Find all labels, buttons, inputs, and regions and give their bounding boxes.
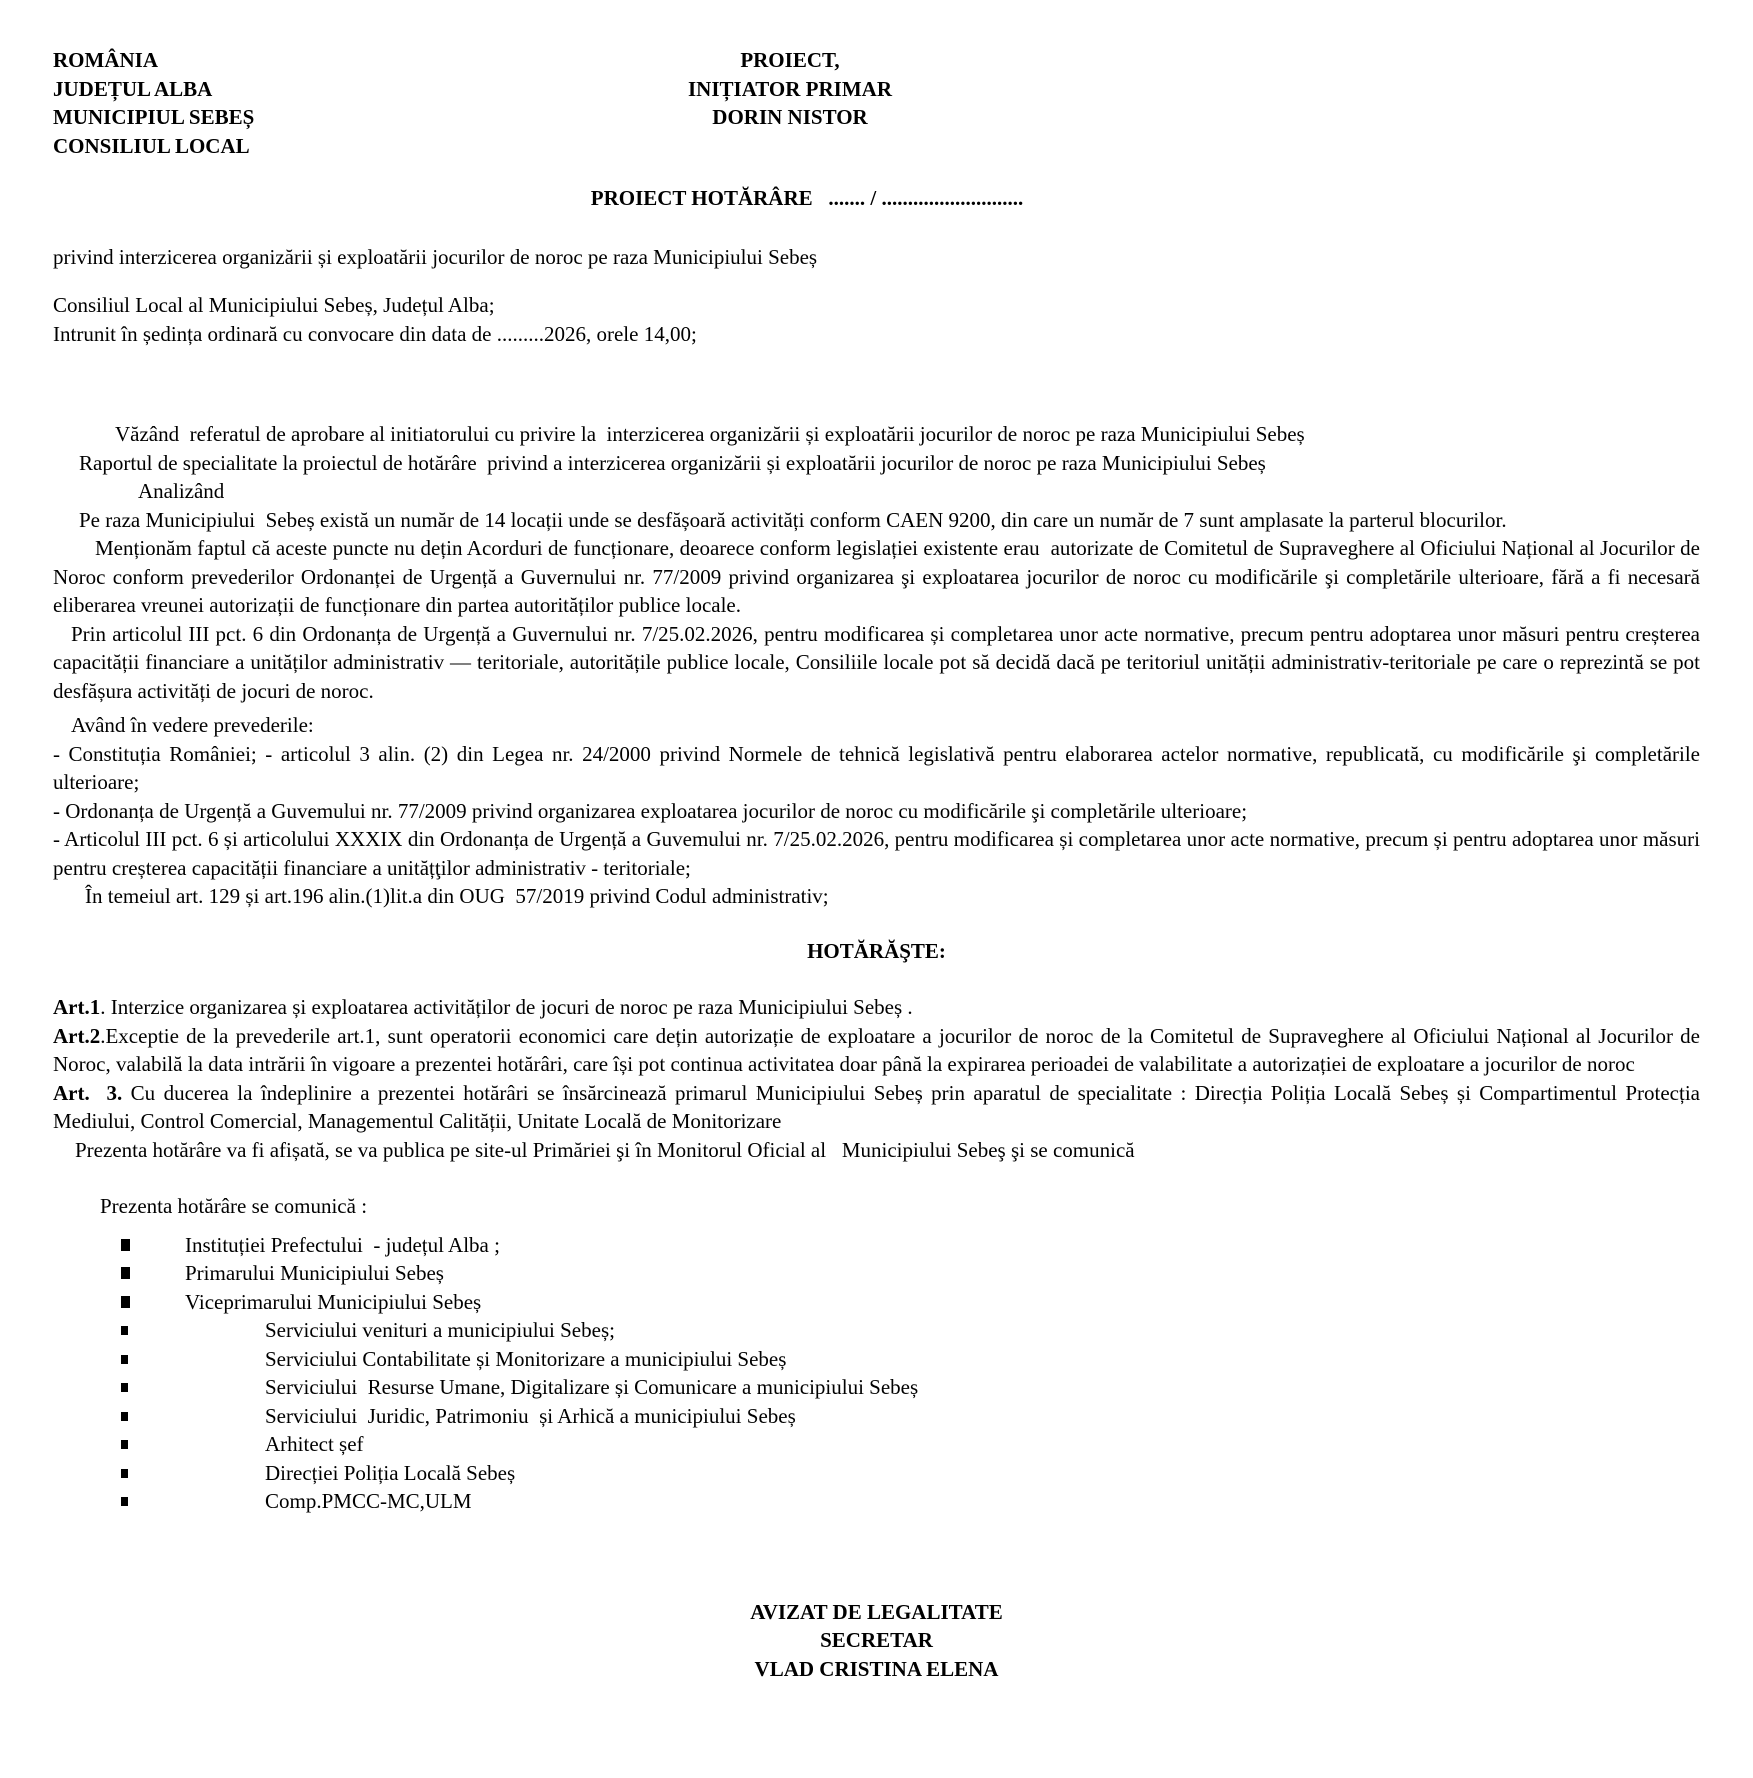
article-2-text: .Exceptie de la prevederile art.1, sunt operatorii economici care dețin autorizație de exploatare a jocurilor de noroc de la Comitetul de Supraveghere al Oficiului Național al Jocurilor de Noroc, valabilă la data intrării în vigoare a prezentei hotărâri, care își pot continua activitatea doar până la expirarea perioadei de valabilitate a autorizației de exploatare a jocurilor de noroc: [53, 1023, 1706, 1076]
bullet-square-icon: [121, 1459, 265, 1478]
reference-constitutia: - Constituția României; - articolul 3 alin. (2) din Legea nr. 24/2000 privind Normele de tehnică legislativă pentru elaborarea actelor normative, republicată, cu modificările şi completările ulterioare;: [53, 741, 1706, 794]
list-item: [53, 1316, 1700, 1345]
bullet-square-icon: [121, 1288, 185, 1308]
article-3-label: Art. 3.: [53, 1080, 123, 1105]
list-item-label: Serviciului Juridic, Patrimoniu și Arhică a municipiului Sebeș: [265, 1403, 796, 1428]
bullet-square-icon: [121, 1430, 265, 1449]
hotaraste-heading: HOTĂRĂŞTE:: [807, 938, 946, 963]
list-item-label: Instituției Prefectului - județul Alba ;: [185, 1232, 500, 1257]
article-3: [53, 1079, 1706, 1136]
list-item-label: Serviciului venituri a municipiului Sebeș;: [265, 1318, 615, 1342]
reference-articolul-iii: - Articolul III pct. 6 și articolului XXXIX din Ordonanța de Urgență a Guvemului nr. 7/25.02.2026, pentru modificarea și completarea unor acte normative, precum și pentru adoptarea unor măsuri pentru creșterea capacității financiare a unitățţilor administrativ - teritoriale;: [53, 827, 1706, 880]
bullet-square-icon: [121, 1402, 265, 1421]
list-item-label: Comp.PMCC-MC,ULM: [265, 1489, 472, 1513]
list-item-label: Serviciului Contabilitate și Monitorizare a municipiului Sebeș: [265, 1346, 787, 1371]
list-item: [53, 1459, 1700, 1488]
publish-line: Prezenta hotărâre va fi afișată, se va publica pe site-ul Primăriei şi în Monitorul Oficial al Municipiului Sebeş şi se comunică: [75, 1137, 1135, 1162]
list-item-label: Arhitect șef: [265, 1432, 364, 1456]
secretar-line: SECRETAR: [820, 1628, 933, 1652]
issuer-county: JUDEȚUL ALBA: [53, 76, 213, 101]
list-item: [53, 1430, 1700, 1459]
initiator-name: DORIN NISTOR: [712, 105, 868, 129]
initiator-block: [53, 46, 1527, 132]
list-item: [53, 1373, 1700, 1402]
raport-line: Raportul de specialitate la proiectul de hotărâre privind a interzicerea organizării și exploatării jocurilor de noroc pe raza Municipiului Sebeș: [79, 450, 1266, 475]
list-item: [53, 1345, 1700, 1374]
list-item-label: Serviciului Resurse Umane, Digitalizare și Comunicare a municipiului Sebeș: [265, 1375, 919, 1399]
list-item-label: Viceprimarului Municipiului Sebeș: [185, 1289, 482, 1314]
distribution-list: [53, 1231, 1700, 1516]
temei-line: În temeiul art. 129 și art.196 alin.(1)lit.a din OUG 57/2019 privind Codul administrativ;: [85, 884, 829, 908]
article-1-label: Art.1: [53, 995, 101, 1019]
article-1: [53, 993, 1700, 1022]
list-item: [53, 1259, 1700, 1288]
avizat-line: AVIZAT DE LEGALITATE: [750, 1599, 1003, 1624]
secretar-name: VLAD CRISTINA ELENA: [754, 1656, 999, 1681]
bullet-square-icon: [121, 1345, 265, 1364]
reference-oug77: - Ordonanța de Urgență a Guvemului nr. 77/2009 privind organizarea exploatarea jocurilor de noroc cu modificările şi completările ulterioare;: [53, 798, 1248, 823]
paragraph-mentionam: Menționăm faptul că aceste puncte nu dețin Acorduri de funcționare, deoarece conform legislației existente erau autorizate de Comitetul de Supraveghere al Oficiului Național al Jocurilor de Noroc conform prevederilor Ordonanței de Urgență a Guvernului nr. 77/2009 privind organizarea şi exploatarea jocurilor de noroc cu modificările şi completările ulterioare, fără a fi necesară eliberarea vreunei autorizații de funcționare din partea autorităților publice locale.: [53, 536, 1706, 617]
article-3-text: Cu ducerea la îndeplinire a prezentei hotărâri se însărcinează primarul Municipiului Sebeș prin aparatul de specialitate : Direcția Poliția Locală Sebeș și Compartimentul Protecția Mediului, Control Comercial, Managementul Calității, Unitate Locală de Monitorizare: [53, 1080, 1706, 1133]
legality-signature-block: [53, 1598, 1700, 1684]
list-item: [53, 1487, 1700, 1516]
list-item: [53, 1402, 1700, 1431]
issuer-council: CONSILIUL LOCAL: [53, 133, 250, 158]
vazand-line: Văzând referatul de aprobare al initiatorului cu privire la interzicerea organizării și exploatării jocurilor de noroc pe raza Municipiului Sebeș: [115, 422, 1305, 446]
document-title: PROIECT HOTĂRÂRE ....... / ...........................: [590, 186, 1024, 210]
meeting-line: Intrunit în ședința ordinară cu convocare din data de .........2026, orele 14,00;: [53, 321, 697, 346]
bullet-square-icon: [121, 1487, 265, 1506]
issuer-country: ROMÂNIA: [53, 48, 158, 72]
list-item-label: Primarului Municipiului Sebeș: [185, 1261, 444, 1285]
project-label: PROIECT,: [740, 48, 840, 72]
issuer-municipality: MUNICIPIUL SEBEȘ: [53, 105, 255, 129]
council-line: Consiliul Local al Municipiului Sebeș, Județul Alba;: [53, 293, 495, 317]
article-1-text: . Interzice organizarea și exploatarea activităților de jocuri de noroc pe raza Municipiului Sebeș .: [100, 995, 913, 1019]
bullet-square-icon: [121, 1231, 185, 1251]
initiator-role: INIȚIATOR PRIMAR: [688, 76, 892, 101]
bullet-square-icon: [121, 1373, 265, 1392]
list-item: [53, 1288, 1700, 1317]
list-item: [53, 1231, 1700, 1260]
paragraph-locatii: Pe raza Municipiului Sebeș există un număr de 14 locații unde se desfășoară activități conform CAEN 9200, din care un număr de 7 sunt amplasate la parterul blocurilor.: [79, 507, 1507, 532]
paragraph-prin-articolul: Prin articolul III pct. 6 din Ordonanța de Urgență a Guvernului nr. 7/25.02.2026, pentru modificarea și completarea unor acte normative, precum pentru adoptarea unor măsuri pentru creșterea capacității financiare a unităților administrativ — teritoriale, autoritățile publice locale, Consiliile locale pot să decidă dacă pe teritoriul unității administrativ-teritoriale pe care o reprezintă se pot desfășura activități de jocuri de noroc.: [53, 621, 1706, 703]
subject-line: privind interzicerea organizării și exploatării jocurilor de noroc pe raza Municipiului Sebeș: [53, 244, 818, 269]
article-2-label: Art.2: [53, 1023, 101, 1048]
bullet-square-icon: [121, 1316, 265, 1335]
article-2: [53, 1022, 1706, 1079]
comunica-intro: Prezenta hotărâre se comunică :: [100, 1194, 368, 1218]
list-item-label: Direcției Poliția Locală Sebeș: [265, 1460, 516, 1485]
document-header: [53, 46, 1700, 160]
avand-line: Având în vedere prevederile:: [71, 713, 314, 737]
bullet-square-icon: [121, 1259, 185, 1279]
analizand-line: Analizând: [138, 479, 225, 503]
